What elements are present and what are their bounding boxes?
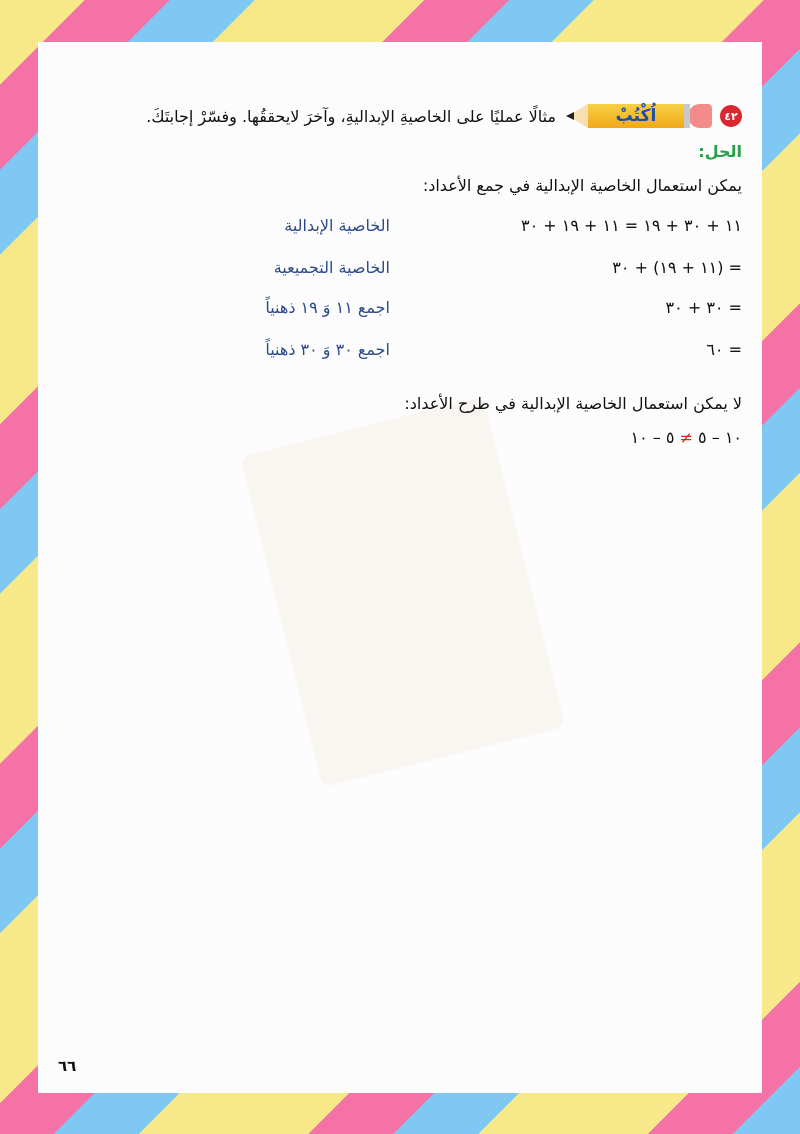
step-reason: الخاصية الإبدالية — [284, 216, 390, 235]
inequality — [631, 428, 743, 447]
step-row — [38, 340, 762, 362]
step-expression: ١١ + ٣٠ + ١٩ = ١١ + ١٩ + ٣٠ — [520, 216, 742, 235]
step-reason: اجمع ١١ وَ ١٩ ذهنياً — [265, 298, 390, 317]
watermark-book — [241, 397, 566, 787]
step-expression: = ٣٠ + ٣٠ — [665, 298, 742, 317]
question-number: ٤٢ — [720, 105, 742, 127]
page-number: ٦٦ — [58, 1057, 77, 1075]
step-expression: = ٦٠ — [706, 340, 742, 359]
step-expression: = (١١ + ١٩) + ٣٠ — [612, 258, 742, 277]
step-reason: الخاصية التجميعية — [273, 258, 390, 277]
inequality-left: ١٠ – ٥ — [698, 428, 742, 447]
pencil-icon — [564, 100, 712, 132]
solution-label: الحل: — [698, 142, 742, 161]
question-line — [146, 100, 742, 132]
inequality-right: ٥ – ١٠ — [630, 428, 675, 447]
not-equal-symbol: ≠ — [679, 428, 693, 447]
subtraction-intro: لا يمكن استعمال الخاصية الإبدالية في طرح الأعداد: — [404, 394, 742, 413]
addition-intro: يمكن استعمال الخاصية الإبدالية في جمع الأعداد: — [422, 176, 742, 195]
question-text: مثالًا عمليًا على الخاصيةِ الإبداليةِ، وآخرَ لايحققُها. وفسّرْ إجابتَكَ. — [146, 106, 556, 126]
step-row — [38, 216, 762, 238]
step-row — [38, 258, 762, 280]
page — [38, 42, 762, 1093]
step-reason: اجمع ٣٠ وَ ٣٠ ذهنياً — [265, 340, 390, 359]
step-row — [38, 298, 762, 320]
pencil-label: اُكْتُبْ — [588, 104, 684, 128]
